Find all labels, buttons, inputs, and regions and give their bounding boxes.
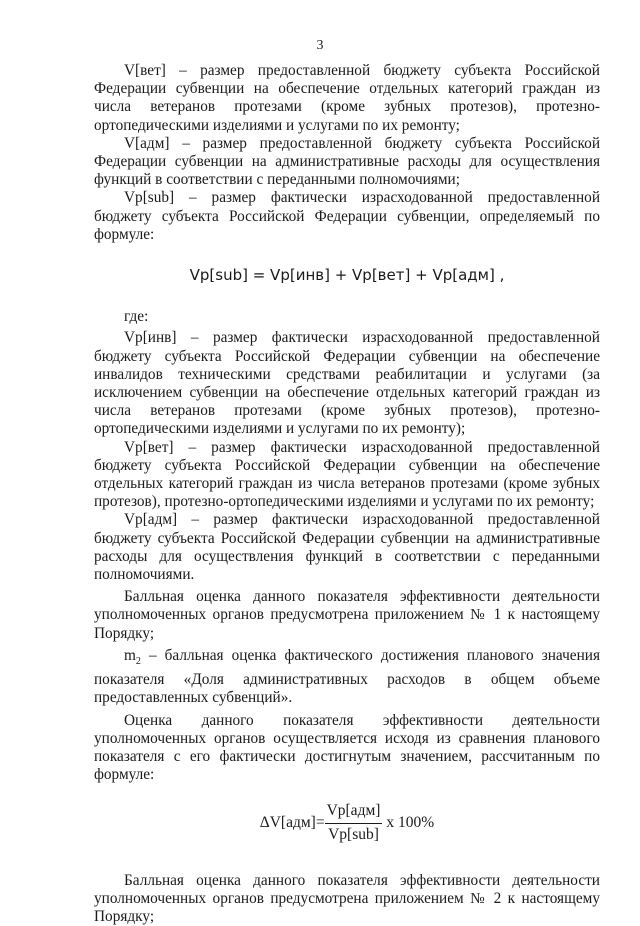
paragraph-vp-vet: Vp[вет] – размер фактически израсходованной предоставленной бюджету субъекта Российской Федерации субвенции на обеспечение отдельных категорий граждан из числа ветеранов протезами (кроме зубных протезов), протезно-ортопедическими изделиями и услугами по их ремонту;	[94, 438, 600, 511]
paragraph-vp-adm: Vp[адм] – размер фактически израсходованной предоставленной бюджету субъекта Российской Федерации субвенции на административные расходы для осуществления функций в соответствии с переданными полномочиями.	[94, 511, 600, 584]
paragraph-score-appendix-1: Балльная оценка данного показателя эффективности деятельности уполномоченных органов предусмотрена приложением № 1 к настоящему Порядку;	[94, 588, 600, 642]
m2-text: – балльная оценка фактического достижения планового значения показателя «Доля административных расходов в общем объеме предоставленных субвенций».	[94, 646, 600, 707]
page-number: 3	[316, 38, 324, 53]
paragraph-estimate: Оценка данного показателя эффективности деятельности уполномоченных органов осуществляется исходя из сравнения планового показателя с его фактически достигнутым значением, рассчитанным по формуле:	[94, 711, 600, 784]
paragraph-v-adm: V[адм] – размер предоставленной бюджету субъекта Российской Федерации субвенции на административные расходы для осуществления функций в соответствии с переданными полномочиями;	[94, 134, 600, 189]
m2-subscript: 2	[135, 655, 141, 667]
paragraph-vp-inv: Vp[инв] – размер фактически израсходованной предоставленной бюджету субъекта Российской Федерации субвенции на обеспечение инвалидов техническими средствами реабилитации и услугами (за исключением субвенции на обеспечение отдельных категорий граждан из числа ветеранов протезами (кроме зубных протезов), протезно-ортопедическими изделиями и услугами по их ремонту);	[94, 329, 600, 438]
document-body	[94, 62, 600, 926]
paragraph-v-vet: V[вет] – размер предоставленной бюджету субъекта Российской Федерации субвенции на обеспечение отдельных категорий граждан из числа ветеранов протезами (кроме зубных протезов), протезно-ортопедическими изделиями и услугами по их ремонту;	[94, 62, 600, 134]
paragraph-vp-sub: Vp[sub] – размер фактически израсходованной предоставленной бюджету субъекта Российской Федерации субвенции, определяемый по формуле:	[94, 189, 600, 243]
formula-delta-v-adm	[94, 802, 600, 843]
formula-denominator: Vp[sub]	[328, 825, 379, 843]
formula-rhs: x 100%	[386, 813, 435, 831]
m2-symbol: m	[124, 646, 136, 664]
formula-lhs: ΔV[адм]=	[259, 813, 325, 831]
formula-fraction	[325, 802, 383, 843]
formula-numerator: Vp[адм]	[325, 802, 383, 823]
paragraph-m2	[94, 647, 600, 708]
formula-vp-sub: Vp[sub] = Vp[инв] + Vp[вет] + Vp[адм] ,	[189, 266, 505, 285]
where-label: где:	[124, 308, 149, 326]
paragraph-score-appendix-2: Балльная оценка данного показателя эффективности деятельности уполномоченных органов предусмотрена приложением № 2 к настоящему Порядку;	[94, 871, 600, 926]
